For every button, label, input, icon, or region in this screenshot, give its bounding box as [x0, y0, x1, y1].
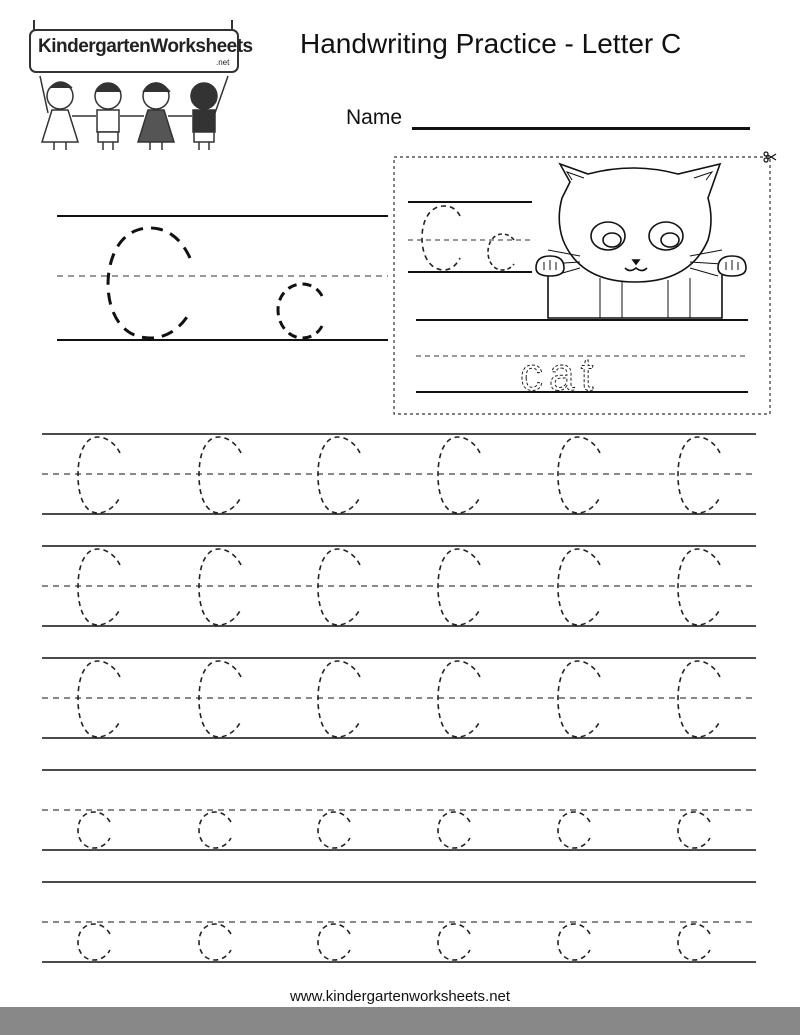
trace-uppercase-c	[438, 549, 480, 625]
trace-uppercase-c	[318, 661, 360, 737]
trace-lowercase-c	[199, 924, 231, 960]
trace-uppercase-c	[438, 661, 480, 737]
footer-bar	[0, 1007, 800, 1035]
trace-uppercase-c	[678, 549, 720, 625]
example-uppercase-c	[108, 228, 190, 338]
trace-uppercase-c	[78, 549, 120, 625]
logo-suffix: .net	[216, 58, 230, 67]
trace-lowercase-c	[78, 812, 110, 848]
trace-uppercase-c	[558, 437, 600, 513]
lowercase-practice-row	[42, 770, 756, 850]
trace-uppercase-c	[78, 661, 120, 737]
trace-lowercase-c	[318, 924, 350, 960]
trace-uppercase-c	[199, 661, 241, 737]
practice-rows	[42, 434, 756, 962]
example-lowercase-c	[278, 284, 322, 338]
trace-lowercase-c	[199, 812, 231, 848]
logo-text: KindergartenWorksheets	[38, 36, 253, 57]
cutout-card	[394, 152, 776, 414]
uppercase-practice-row	[42, 658, 756, 738]
lowercase-practice-row	[42, 882, 756, 962]
card-word: cat	[520, 348, 600, 400]
trace-uppercase-c	[558, 549, 600, 625]
page-title: Handwriting Practice - Letter C	[300, 28, 682, 59]
trace-uppercase-c	[318, 549, 360, 625]
trace-uppercase-c	[678, 437, 720, 513]
uppercase-practice-row	[42, 546, 756, 626]
card-lowercase-c	[488, 234, 514, 270]
example-lines	[57, 216, 388, 340]
trace-uppercase-c	[318, 437, 360, 513]
trace-uppercase-c	[438, 437, 480, 513]
trace-lowercase-c	[558, 924, 590, 960]
trace-uppercase-c	[558, 661, 600, 737]
trace-uppercase-c	[199, 549, 241, 625]
cat-picture	[536, 164, 746, 318]
trace-lowercase-c	[78, 924, 110, 960]
trace-lowercase-c	[438, 812, 470, 848]
trace-lowercase-c	[678, 812, 710, 848]
uppercase-practice-row	[42, 434, 756, 514]
trace-uppercase-c	[678, 661, 720, 737]
trace-lowercase-c	[678, 924, 710, 960]
trace-uppercase-c	[78, 437, 120, 513]
trace-lowercase-c	[318, 812, 350, 848]
trace-lowercase-c	[558, 812, 590, 848]
name-label: Name	[346, 106, 403, 129]
trace-lowercase-c	[438, 924, 470, 960]
trace-uppercase-c	[199, 437, 241, 513]
card-uppercase-c	[422, 206, 460, 270]
footer-url: www.kindergartenworksheets.net	[289, 988, 511, 1005]
